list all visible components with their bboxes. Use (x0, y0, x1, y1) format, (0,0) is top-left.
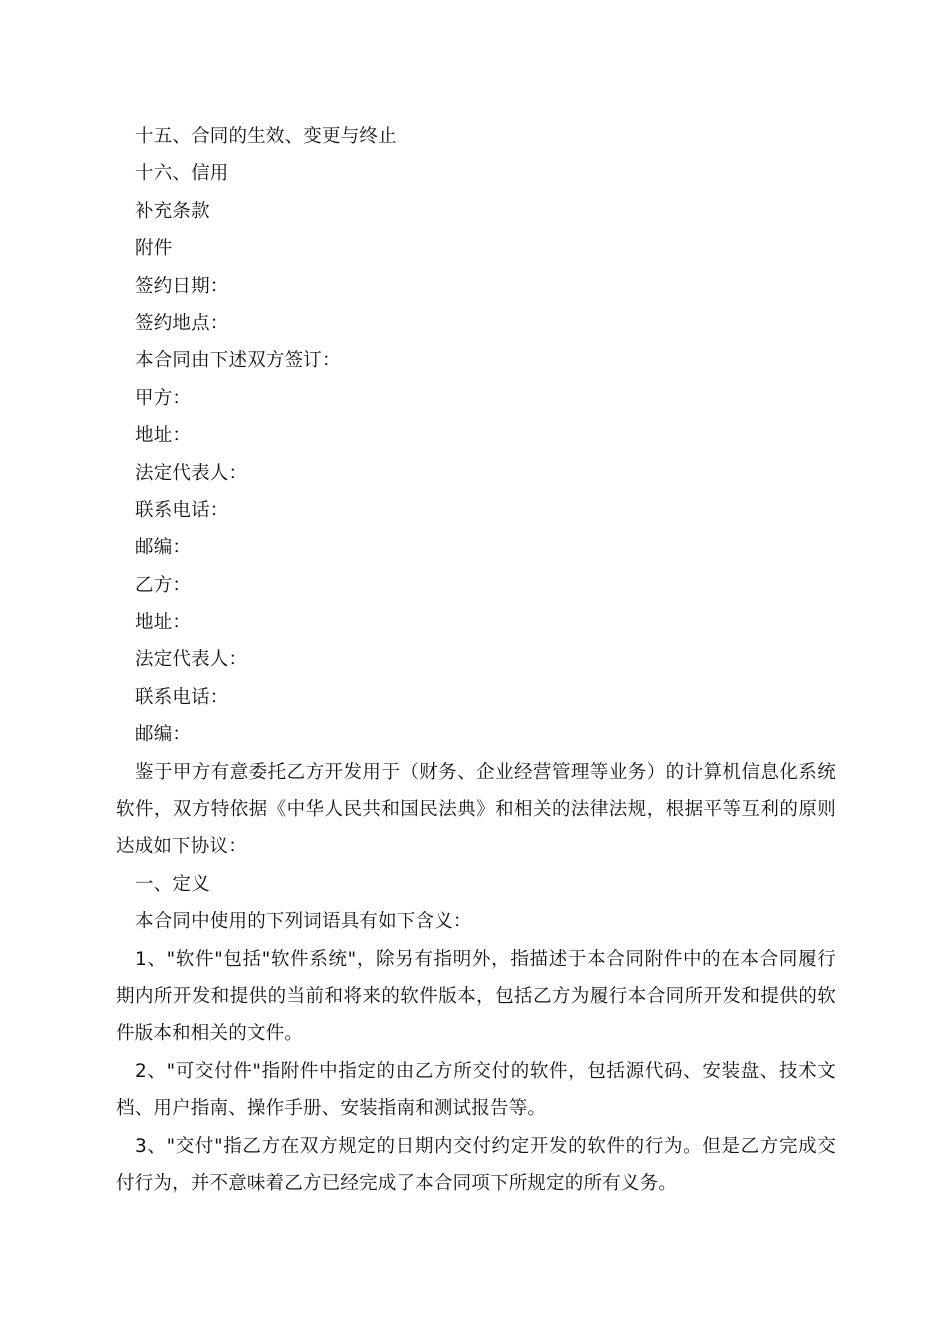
document-body (116, 118, 836, 1203)
party-b-postcode-label: 邮编： (135, 724, 192, 746)
supplementary-terms-heading: 补充条款 (135, 200, 210, 222)
party-b-representative-label: 法定代表人： (135, 649, 248, 671)
party-a-postcode-label: 邮编： (135, 537, 192, 559)
party-b-label: 乙方： (135, 574, 192, 596)
party-a-address-label: 地址： (135, 425, 192, 447)
party-a-label: 甲方： (135, 387, 192, 409)
party-b-phone-label: 联系电话： (135, 686, 229, 708)
party-b-address-label: 地址： (135, 612, 192, 634)
definition-deliverables: 2、"可交付件"指附件中指定的由乙方所交付的软件，包括源代码、安装盘、技术文档、用户指南、操作手册、安装指南和测试报告等。 (116, 1060, 836, 1120)
definitions-intro: 本合同中使用的下列词语具有如下含义： (135, 911, 472, 933)
attachment-heading: 附件 (135, 238, 173, 260)
party-a-representative-label: 法定代表人： (135, 462, 248, 484)
preamble-paragraph: 鉴于甲方有意委托乙方开发用于（财务、企业经营管理等业务）的计算机信息化系统软件，双方特依据《中华人民共和国民法典》和相关的法律法规，根据平等互利的原则达成如下协议： (116, 761, 836, 858)
signing-place-label: 签约地点： (135, 312, 229, 334)
parties-intro: 本合同由下述双方签订： (135, 350, 341, 372)
definition-delivery: 3、"交付"指乙方在双方规定的日期内交付约定开发的软件的行为。但是乙方完成交付行为，并不意味着乙方已经完成了本合同项下所规定的所有义务。 (116, 1135, 836, 1195)
section-heading-15: 十五、合同的生效、变更与终止 (135, 126, 397, 147)
definitions-heading: 一、定义 (135, 873, 210, 895)
signing-date-label: 签约日期： (135, 275, 229, 297)
definition-software: 1、"软件"包括"软件系统"，除另有指明外，指描述于本合同附件中的在本合同履行期内所开发和提供的当前和将来的软件版本，包括乙方为履行本合同所开发和提供的软件版本和相关的文件。 (116, 948, 836, 1045)
section-heading-16: 十六、信用 (135, 163, 229, 185)
party-a-phone-label: 联系电话： (135, 499, 229, 521)
